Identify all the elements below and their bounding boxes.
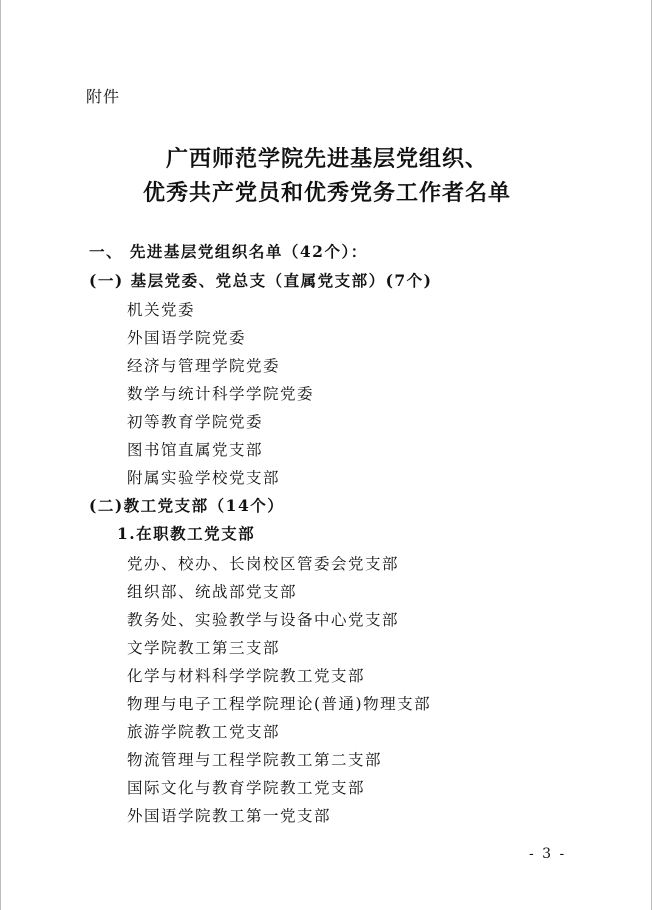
list-item: 文学院教工第三支部 xyxy=(127,639,281,657)
subsection-heading-2: (二)教工党支部（14个） xyxy=(89,496,285,515)
list-item: 党办、校办、长岗校区管委会党支部 xyxy=(127,555,400,573)
list-item: 机关党委 xyxy=(127,301,196,319)
title-line-1: 广西师范学院先进基层党组织、 xyxy=(165,146,488,172)
list-item: 物流管理与工程学院教工第二支部 xyxy=(127,751,383,769)
list-item: 外国语学院党委 xyxy=(127,329,247,347)
list-item: 化学与材料科学学院教工党支部 xyxy=(127,667,366,685)
list-item: 旅游学院教工党支部 xyxy=(127,723,281,741)
group-heading: 1.在职教工党支部 xyxy=(117,524,256,543)
list-item: 初等教育学院党委 xyxy=(127,413,264,431)
list-item: 经济与管理学院党委 xyxy=(127,357,281,375)
list-item: 物理与电子工程学院理论(普通)物理支部 xyxy=(127,695,432,713)
list-item: 国际文化与教育学院教工党支部 xyxy=(127,779,366,797)
list-item: 教务处、实验教学与设备中心党支部 xyxy=(127,611,400,629)
page-number: - 3 - xyxy=(529,846,567,862)
list-item: 图书馆直属党支部 xyxy=(127,441,264,459)
attachment-label: 附件 xyxy=(86,87,121,106)
list-item: 数学与统计科学学院党委 xyxy=(127,385,315,403)
section-heading-1: 一、 先进基层党组织名单（42个）： xyxy=(89,242,368,261)
subsection-heading-1: (一) 基层党委、党总支（直属党支部）(7个) xyxy=(89,271,433,290)
title-line-2: 优秀共产党员和优秀党务工作者名单 xyxy=(142,180,511,206)
list-item: 附属实验学校党支部 xyxy=(127,469,281,487)
list-item: 组织部、统战部党支部 xyxy=(127,583,298,601)
list-item: 外国语学院教工第一党支部 xyxy=(127,807,332,825)
